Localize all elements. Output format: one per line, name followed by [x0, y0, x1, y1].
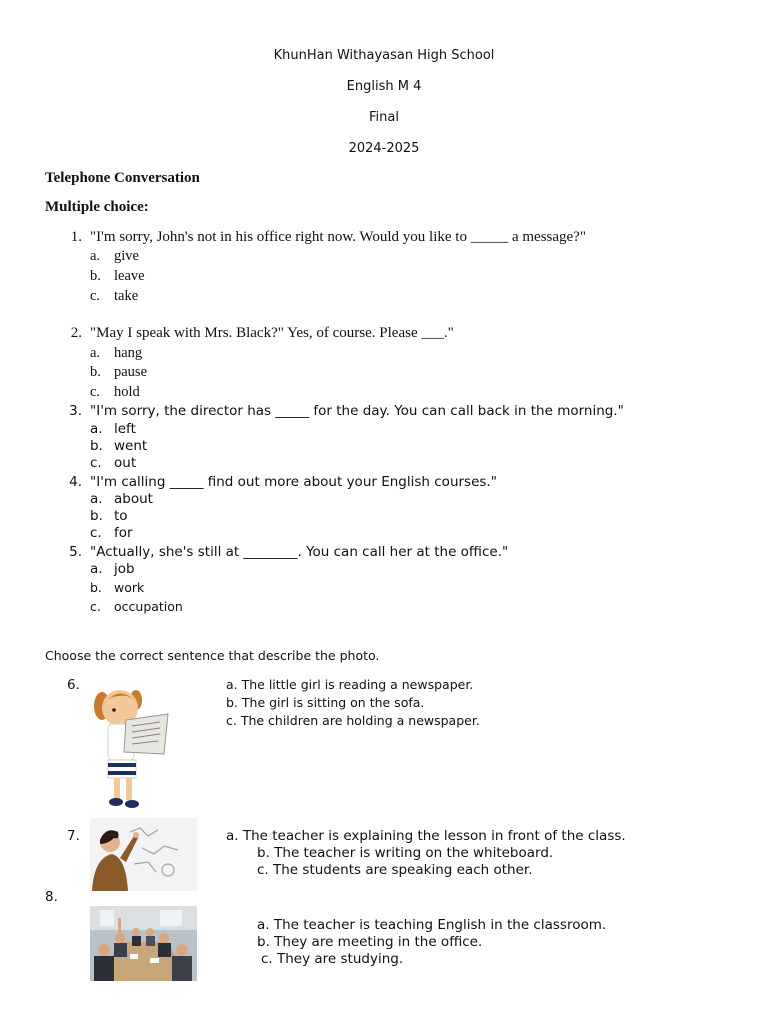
option-text: occupation: [114, 599, 183, 614]
exam-type: Final: [369, 110, 399, 125]
q2-option-a[interactable]: [90, 345, 142, 362]
option-text: to: [114, 508, 128, 524]
option-mark: a.: [90, 491, 103, 507]
q3-option-a[interactable]: [90, 421, 136, 437]
question-6-number: 6.: [67, 677, 80, 693]
section-title: Telephone Conversation: [45, 170, 200, 186]
question-5: [60, 544, 508, 560]
q3-option-b[interactable]: [90, 438, 147, 454]
academic-year: 2024-2025: [348, 141, 420, 156]
question-number: 5.: [69, 544, 82, 560]
option-mark: a.: [90, 421, 103, 437]
office-meeting-image: [90, 906, 197, 981]
q2-option-b[interactable]: [90, 364, 147, 381]
option-mark: a.: [90, 345, 101, 361]
question-4: [60, 474, 497, 490]
question-1: [60, 229, 586, 246]
q4-option-a[interactable]: [90, 491, 153, 507]
option-text: left: [114, 421, 136, 437]
q4-option-c[interactable]: [90, 525, 133, 541]
question-number: 3.: [69, 403, 82, 419]
option-text: pause: [114, 364, 148, 380]
option-text: job: [114, 561, 135, 577]
option-text: hang: [114, 345, 143, 361]
option-text: about: [114, 491, 153, 507]
q1-option-a[interactable]: [90, 248, 139, 265]
option-text: hold: [114, 384, 140, 400]
q7-option-c[interactable]: c. The students are speaking each other.: [257, 862, 533, 878]
q2-option-c[interactable]: [90, 384, 140, 401]
option-mark: c.: [90, 455, 102, 471]
course-name: English M 4: [346, 79, 422, 94]
option-text: take: [114, 288, 139, 304]
option-text: leave: [114, 268, 145, 284]
question-number: 2.: [70, 325, 82, 341]
q1-option-b[interactable]: [90, 268, 145, 285]
question-text: "I'm calling _____ find out more about your English courses.": [90, 474, 497, 490]
option-mark: a.: [90, 561, 103, 577]
q1-option-c[interactable]: [90, 288, 138, 305]
option-mark: b.: [90, 364, 101, 380]
option-mark: b.: [90, 438, 103, 454]
option-mark: b.: [90, 508, 103, 524]
q5-option-a[interactable]: [90, 561, 135, 577]
option-text: out: [114, 455, 137, 471]
girl-reading-newspaper-image: [90, 684, 172, 810]
q5-option-c[interactable]: [90, 599, 183, 614]
q6-option-c[interactable]: c. The children are holding a newspaper.: [226, 713, 480, 728]
q8-option-c[interactable]: c. They are studying.: [261, 951, 404, 967]
question-3: [60, 403, 624, 419]
q6-option-a[interactable]: a. The little girl is reading a newspaper.: [226, 677, 474, 692]
multiple-choice-title: Multiple choice:: [45, 199, 149, 215]
teacher-whiteboard-image: [90, 818, 197, 891]
question-text: "I'm sorry, John's not in his office right now. Would you like to _____ a message?": [90, 229, 586, 245]
question-2: [60, 325, 454, 342]
option-mark: c.: [90, 599, 101, 614]
question-8-number: 8.: [45, 889, 58, 905]
photo-instruction: Choose the correct sentence that describe the photo.: [45, 648, 380, 663]
question-number: 1.: [70, 229, 82, 245]
option-mark: c.: [90, 288, 101, 304]
option-text: for: [114, 525, 133, 541]
question-text: "May I speak with Mrs. Black?" Yes, of course. Please ___.": [90, 325, 454, 341]
q7-option-b[interactable]: b. The teacher is writing on the whiteboard.: [257, 845, 554, 861]
q8-option-a[interactable]: a. The teacher is teaching English in the classroom.: [257, 917, 607, 933]
question-text: "I'm sorry, the director has _____ for the day. You can call back in the morning.": [90, 403, 624, 419]
q3-option-c[interactable]: [90, 455, 136, 471]
option-mark: b.: [90, 580, 102, 595]
q4-option-b[interactable]: [90, 508, 128, 524]
option-mark: c.: [90, 384, 101, 400]
q5-option-b[interactable]: [90, 580, 144, 595]
option-text: work: [114, 580, 145, 595]
option-mark: c.: [90, 525, 102, 541]
question-text: "Actually, she's still at ________. You can call her at the office.": [90, 544, 509, 560]
q7-option-a[interactable]: a. The teacher is explaining the lesson in front of the class.: [226, 828, 626, 844]
q6-option-b[interactable]: b. The girl is sitting on the sofa.: [226, 695, 425, 710]
option-text: went: [114, 438, 148, 454]
school-name: KhunHan Withayasan High School: [273, 48, 495, 63]
option-mark: b.: [90, 268, 101, 284]
question-number: 4.: [69, 474, 82, 490]
q8-option-b[interactable]: b. They are meeting in the office.: [257, 934, 483, 950]
option-text: give: [114, 248, 139, 264]
question-7-number: 7.: [67, 828, 80, 844]
option-mark: a.: [90, 248, 101, 264]
